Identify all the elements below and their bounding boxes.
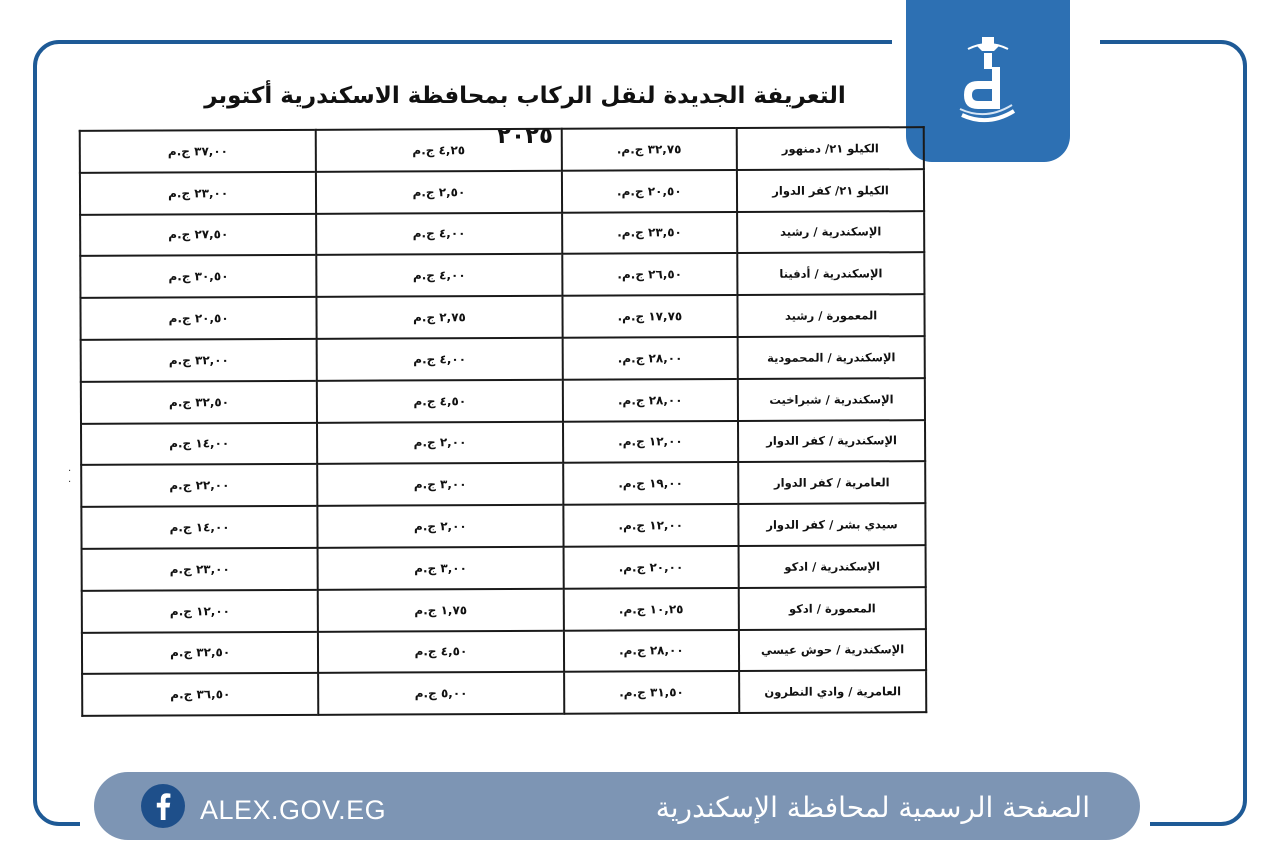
route-cell: الإسكندرية / رشيد	[737, 211, 924, 254]
fare-2-cell: ١,٧٥ ج.م	[318, 589, 564, 632]
fare-1-cell: ٢٦,٥٠ ج.م.	[562, 253, 738, 296]
fare-3-cell: ٢٧,٥٠ ج.م	[80, 213, 316, 256]
fare-1-cell: ٣٢,٧٥ ج.م.	[561, 128, 737, 171]
route-cell: الإسكندرية / المحمودية	[738, 336, 925, 379]
fare-3-cell: ٢٣,٠٠ ج.م	[80, 172, 316, 215]
table-row	[80, 169, 924, 214]
fare-3-cell: ٢٢,٠٠ ج.م	[81, 464, 317, 507]
fare-1-cell: ١٢,٠٠ ج.م.	[563, 421, 739, 464]
table-row	[81, 420, 925, 465]
fare-3-cell: ١٤,٠٠ ج.م	[81, 506, 317, 549]
fare-1-cell: ٢٨,٠٠ ج.م.	[564, 630, 740, 673]
fare-1-cell: ٢٨,٠٠ ج.م.	[562, 379, 738, 422]
fare-1-cell: ٣١,٥٠ ج.م.	[564, 671, 740, 714]
fare-2-cell: ٣,٠٠ ج.م	[318, 547, 564, 590]
fare-2-cell: ٢,٠٠ ج.م	[318, 505, 564, 548]
fare-2-cell: ٤,٠٠ ج.م	[317, 338, 563, 381]
fare-1-cell: ١٢,٠٠ ج.م.	[563, 504, 739, 547]
table-row	[80, 253, 924, 298]
fare-3-cell: ٣٧,٠٠ ج.م	[80, 130, 316, 173]
fare-2-cell: ٤,٢٥ ج.م	[316, 129, 562, 172]
route-cell: العامرية / وادي النطرون	[739, 671, 926, 714]
fare-2-cell: ٣,٠٠ ج.م	[317, 463, 563, 506]
fare-1-cell: ٢٠,٥٠ ج.م.	[562, 170, 738, 213]
table-row	[80, 127, 924, 172]
fare-3-cell: ٣٦,٥٠ ج.م	[82, 673, 318, 716]
fare-3-cell: ٢٠,٥٠ ج.م	[80, 297, 316, 340]
route-cell: سيدي بشر / كفر الدوار	[738, 503, 925, 546]
fare-1-cell: ١٩,٠٠ ج.م.	[563, 462, 739, 505]
route-cell: الكيلو ٢١/ كفر الدوار	[737, 169, 924, 212]
route-cell: الكيلو ٢١/ دمنهور	[737, 127, 924, 170]
fare-2-cell: ٢,٠٠ ج.م	[317, 421, 563, 464]
fare-2-cell: ٤,٥٠ ج.م	[318, 630, 564, 673]
route-cell: الإسكندرية / شبراخيت	[738, 378, 925, 421]
fare-table	[79, 126, 928, 717]
route-cell: الإسكندرية / أدفينا	[737, 253, 924, 296]
fare-1-cell: ٢٠,٠٠ ج.م.	[563, 546, 739, 589]
footer-url-link[interactable]: ALEX.GOV.EG	[200, 795, 387, 825]
fare-1-cell: ١٠,٢٥ ج.م.	[563, 588, 739, 631]
alexandria-governorate-logo-icon	[948, 31, 1028, 131]
scan-mark: · ·	[68, 466, 72, 488]
fare-2-cell: ٥,٠٠ ج.م	[318, 672, 564, 715]
route-cell: الإسكندرية / ادكو	[739, 545, 926, 588]
route-cell: الإسكندرية / كفر الدوار	[738, 420, 925, 463]
table-row	[81, 462, 925, 507]
fare-2-cell: ٤,٠٠ ج.م	[317, 254, 563, 297]
fare-1-cell: ١٧,٧٥ ج.م.	[562, 295, 738, 338]
logo-tab	[906, 0, 1070, 162]
route-cell: المعمورة / ادكو	[739, 587, 926, 630]
route-cell: المعمورة / رشيد	[738, 294, 925, 337]
fare-3-cell: ١٢,٠٠ ج.م	[82, 590, 318, 633]
footer-page-name: الصفحة الرسمية لمحافظة الإسكندرية	[655, 791, 1090, 824]
document-title: التعريفة الجديدة لنقل الركاب بمحافظة الاسكندرية أكتوبر ٢٠٢٥	[204, 83, 846, 149]
table-row	[82, 629, 926, 674]
facebook-glyph-icon	[141, 784, 185, 828]
fare-3-cell: ٣٢,٥٠ ج.م	[81, 381, 317, 424]
facebook-icon[interactable]	[141, 784, 185, 828]
fare-table-body	[80, 127, 927, 716]
table-row	[82, 587, 926, 632]
table-row	[82, 671, 926, 716]
route-cell: الإسكندرية / حوش عيسي	[739, 629, 926, 672]
table-row	[81, 503, 925, 548]
fare-2-cell: ٤,٠٠ ج.م	[316, 212, 562, 255]
fare-1-cell: ٢٨,٠٠ ج.م.	[562, 337, 738, 380]
table-row	[80, 211, 924, 256]
fare-3-cell: ٣٢,٥٠ ج.م	[82, 631, 318, 674]
fare-3-cell: ٢٣,٠٠ ج.م	[82, 548, 318, 591]
fare-2-cell: ٤,٥٠ ج.م	[317, 380, 563, 423]
fare-3-cell: ١٤,٠٠ ج.م	[81, 422, 317, 465]
fare-3-cell: ٣٠,٥٠ ج.م	[80, 255, 316, 298]
table-row	[80, 294, 924, 339]
fare-1-cell: ٢٣,٥٠ ج.م.	[562, 212, 738, 255]
table-row	[82, 545, 926, 590]
route-cell: العامرية / كفر الدوار	[738, 462, 925, 505]
fare-2-cell: ٢,٥٠ ج.م	[316, 171, 562, 214]
table-row	[81, 336, 925, 381]
table-row	[81, 378, 925, 423]
fare-3-cell: ٣٢,٠٠ ج.م	[81, 339, 317, 382]
fare-2-cell: ٢,٧٥ ج.م	[317, 296, 563, 339]
